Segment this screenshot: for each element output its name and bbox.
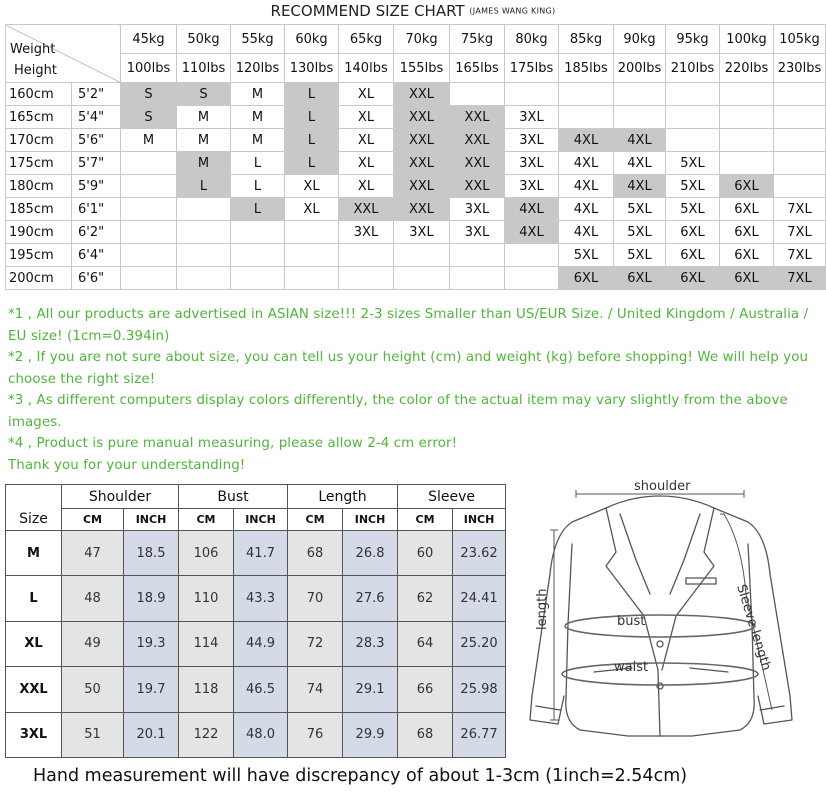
size-cell: 6XL — [720, 175, 774, 198]
size-cell: 6XL — [614, 267, 666, 290]
size-cell: XXL — [394, 152, 450, 175]
bust-inch-value: 48.0 — [234, 712, 288, 757]
size-cell — [720, 152, 774, 175]
size-cell: 5XL — [666, 152, 720, 175]
note-line: *2 , If you are not sure about size, you can tell us your height (cm) and weight (kg) before shopping! We will help you choose the right size! — [8, 350, 809, 387]
jacket-illustration — [510, 474, 820, 756]
size-cell: 3XL — [450, 198, 505, 221]
size-cell: M — [231, 106, 285, 129]
weight-kg-header: 80kg — [505, 25, 559, 54]
size-cell — [666, 83, 720, 106]
size-cell: M — [177, 152, 231, 175]
weight-kg-header: 45kg — [121, 25, 177, 54]
size-cell — [285, 221, 339, 244]
size-cell: XL — [339, 83, 394, 106]
size-cell: L — [177, 175, 231, 198]
size-cell: L — [285, 83, 339, 106]
size-cell — [394, 244, 450, 267]
length-inch-value: 27.6 — [343, 576, 398, 621]
shoulder-cm-value: 48 — [62, 576, 124, 621]
shoulder-header: Shoulder — [62, 485, 179, 509]
size-cell: M — [121, 129, 177, 152]
chart-title — [0, 0, 826, 22]
size-cell: 5XL — [614, 244, 666, 267]
size-cell: 4XL — [614, 129, 666, 152]
size-cell — [121, 175, 177, 198]
weight-lbs-header: 130lbs — [285, 54, 339, 83]
size-cell: S — [121, 106, 177, 129]
size-cell: 3XL — [394, 221, 450, 244]
size-cell: 6XL — [720, 244, 774, 267]
height-row — [6, 175, 826, 198]
size-cell — [774, 129, 826, 152]
weight-lbs-header: 165lbs — [450, 54, 505, 83]
shoulder-cm-value: 49 — [62, 621, 124, 666]
size-cell: 3XL — [339, 221, 394, 244]
height-row — [6, 244, 826, 267]
weight-kg-header: 95kg — [666, 25, 720, 54]
size-cell — [285, 244, 339, 267]
size-cell: 6XL — [720, 267, 774, 290]
size-cell — [121, 221, 177, 244]
size-label: L — [6, 576, 62, 621]
weight-lbs-header-row — [6, 54, 826, 83]
waist-diagram-label: waist — [614, 660, 649, 675]
height-cm-label: 170cm — [6, 129, 72, 152]
height-row — [6, 198, 826, 221]
height-ft-label: 5'6" — [72, 129, 121, 152]
size-cell: 5XL — [559, 244, 614, 267]
size-cell — [614, 83, 666, 106]
weight-kg-header: 50kg — [177, 25, 231, 54]
size-cell: XXL — [394, 175, 450, 198]
size-cell: 3XL — [505, 106, 559, 129]
size-cell: XXL — [339, 198, 394, 221]
height-cm-label: 175cm — [6, 152, 72, 175]
shoulder-cm-value: 47 — [62, 531, 124, 576]
weight-corner-label: Weight — [10, 42, 56, 57]
shoulder-cm-header: CM — [62, 509, 124, 531]
size-cell: 7XL — [774, 198, 826, 221]
size-label: XXL — [6, 667, 62, 712]
size-cell: XXL — [450, 175, 505, 198]
size-cell — [559, 83, 614, 106]
size-cell: L — [285, 106, 339, 129]
chart-title-main: RECOMMEND SIZE CHART — [270, 2, 465, 20]
size-cell — [774, 152, 826, 175]
height-row — [6, 83, 826, 106]
bust-cm-value: 122 — [179, 712, 234, 757]
size-cell — [450, 267, 505, 290]
size-cell: 6XL — [720, 221, 774, 244]
size-cell: 4XL — [614, 175, 666, 198]
sleeve-inch-value: 25.98 — [453, 667, 506, 712]
size-cell — [559, 106, 614, 129]
size-cell: L — [231, 198, 285, 221]
bust-inch-value: 44.9 — [234, 621, 288, 666]
size-cell: XL — [285, 175, 339, 198]
weight-kg-header: 55kg — [231, 25, 285, 54]
height-cm-label: 165cm — [6, 106, 72, 129]
size-cell — [505, 267, 559, 290]
measurement-discrepancy-note: Hand measurement will have discrepancy of about 1-3cm (1inch=2.54cm) — [33, 766, 688, 786]
measurement-row — [6, 712, 506, 757]
sleeve-cm-value: 62 — [398, 576, 453, 621]
weight-lbs-header: 200lbs — [614, 54, 666, 83]
weight-lbs-header: 140lbs — [339, 54, 394, 83]
size-label: XL — [6, 621, 62, 666]
shoulder-inch-value: 20.1 — [124, 712, 179, 757]
size-cell: M — [177, 129, 231, 152]
sleeve-inch-value: 25.20 — [453, 621, 506, 666]
shoulder-inch-value: 18.9 — [124, 576, 179, 621]
size-cell: 7XL — [774, 221, 826, 244]
size-cell — [720, 106, 774, 129]
size-cell: 4XL — [559, 221, 614, 244]
size-column-header: Size — [6, 485, 62, 531]
height-ft-label: 6'1" — [72, 198, 121, 221]
size-cell: XL — [339, 129, 394, 152]
shoulder-inch-value: 19.3 — [124, 621, 179, 666]
weight-lbs-header: 175lbs — [505, 54, 559, 83]
shoulder-cm-value: 50 — [62, 667, 124, 712]
height-ft-label: 5'9" — [72, 175, 121, 198]
size-cell — [394, 267, 450, 290]
size-cell — [666, 106, 720, 129]
size-cell — [231, 267, 285, 290]
size-cell — [121, 244, 177, 267]
sleeve-inch-value: 23.62 — [453, 531, 506, 576]
weight-lbs-header: 155lbs — [394, 54, 450, 83]
size-cell: L — [231, 152, 285, 175]
size-cell: XXL — [394, 129, 450, 152]
shoulder-inch-value: 19.7 — [124, 667, 179, 712]
size-cell — [177, 221, 231, 244]
size-cell: L — [231, 175, 285, 198]
size-cell: 5XL — [614, 221, 666, 244]
length-cm-value: 72 — [288, 621, 343, 666]
height-ft-label: 5'7" — [72, 152, 121, 175]
height-row — [6, 152, 826, 175]
size-cell: XXL — [394, 198, 450, 221]
weight-kg-header: 60kg — [285, 25, 339, 54]
shoulder-cm-value: 51 — [62, 712, 124, 757]
size-cell — [231, 221, 285, 244]
size-cell — [121, 198, 177, 221]
size-cell: XXL — [450, 106, 505, 129]
size-cell — [177, 267, 231, 290]
height-cm-label: 195cm — [6, 244, 72, 267]
bust-cm-header: CM — [179, 509, 234, 531]
size-cell: XL — [339, 152, 394, 175]
weight-kg-header: 85kg — [559, 25, 614, 54]
size-cell: 5XL — [666, 198, 720, 221]
measurement-row — [6, 667, 506, 712]
shoulder-diagram-label: shoulder — [634, 479, 691, 494]
size-cell — [231, 244, 285, 267]
size-notes — [8, 304, 820, 476]
size-cell — [450, 83, 505, 106]
size-cell: 4XL — [614, 152, 666, 175]
size-cell: M — [177, 106, 231, 129]
size-cell: XXL — [450, 152, 505, 175]
height-cm-label: 180cm — [6, 175, 72, 198]
height-row — [6, 129, 826, 152]
size-cell: 3XL — [450, 221, 505, 244]
sleeve-inch-header: INCH — [453, 509, 506, 531]
size-cell: 3XL — [505, 129, 559, 152]
size-cell — [720, 129, 774, 152]
weight-kg-header: 100kg — [720, 25, 774, 54]
bust-cm-value: 114 — [179, 621, 234, 666]
length-cm-value: 76 — [288, 712, 343, 757]
length-cm-value: 74 — [288, 667, 343, 712]
measurement-row — [6, 531, 506, 576]
bust-inch-value: 41.7 — [234, 531, 288, 576]
note-line: *3 , As different computers display colors differently, the color of the actual item may vary slightly from the above images. — [8, 393, 788, 430]
note-line: *4 , Product is pure manual measuring, please allow 2-4 cm error! — [8, 436, 458, 451]
length-cm-value: 70 — [288, 576, 343, 621]
height-cm-label: 160cm — [6, 83, 72, 106]
weight-lbs-header: 100lbs — [121, 54, 177, 83]
size-cell — [285, 267, 339, 290]
size-cell: 3XL — [505, 175, 559, 198]
length-cm-value: 68 — [288, 531, 343, 576]
weight-lbs-header: 220lbs — [720, 54, 774, 83]
height-ft-label: 6'4" — [72, 244, 121, 267]
size-cell: L — [285, 129, 339, 152]
size-cell — [505, 83, 559, 106]
size-cell: 6XL — [720, 198, 774, 221]
weight-lbs-header: 210lbs — [666, 54, 720, 83]
height-corner-label: Height — [14, 63, 57, 78]
length-inch-value: 29.1 — [343, 667, 398, 712]
note-line: Thank you for your understanding! — [8, 457, 246, 473]
chart-title-brand: (JAMES WANG KING) — [469, 6, 556, 16]
sleeve-cm-value: 64 — [398, 621, 453, 666]
size-cell: XL — [339, 106, 394, 129]
height-ft-label: 6'2" — [72, 221, 121, 244]
recommend-size-table — [5, 24, 826, 290]
length-diagram-label: length — [535, 588, 550, 630]
sleeve-inch-value: 24.41 — [453, 576, 506, 621]
size-cell — [614, 106, 666, 129]
sleeve-cm-value: 60 — [398, 531, 453, 576]
size-cell — [774, 83, 826, 106]
size-cell — [339, 244, 394, 267]
size-cell: 7XL — [774, 267, 826, 290]
size-cell — [666, 129, 720, 152]
length-cm-header: CM — [288, 509, 343, 531]
length-inch-value: 26.8 — [343, 531, 398, 576]
weight-lbs-header: 110lbs — [177, 54, 231, 83]
length-inch-header: INCH — [343, 509, 398, 531]
sleeve-inch-value: 26.77 — [453, 712, 506, 757]
size-cell: S — [121, 83, 177, 106]
size-cell: XXL — [394, 83, 450, 106]
bust-cm-value: 106 — [179, 531, 234, 576]
weight-lbs-header: 230lbs — [774, 54, 826, 83]
shoulder-inch-header: INCH — [124, 509, 179, 531]
size-cell — [121, 267, 177, 290]
size-cell: 4XL — [505, 198, 559, 221]
length-header: Length — [288, 485, 398, 509]
size-cell — [720, 83, 774, 106]
height-ft-label: 6'6" — [72, 267, 121, 290]
height-row — [6, 267, 826, 290]
measurement-row — [6, 576, 506, 621]
height-cm-label: 200cm — [6, 267, 72, 290]
jacket-measurement-diagram — [510, 474, 820, 756]
weight-kg-header: 75kg — [450, 25, 505, 54]
shoulder-inch-value: 18.5 — [124, 531, 179, 576]
size-cell: 3XL — [505, 152, 559, 175]
weight-kg-header: 105kg — [774, 25, 826, 54]
size-cell: 7XL — [774, 244, 826, 267]
bust-inch-value: 43.3 — [234, 576, 288, 621]
weight-height-corner — [6, 25, 121, 83]
size-cell: 4XL — [559, 175, 614, 198]
size-cell: 5XL — [614, 198, 666, 221]
size-cell: 6XL — [666, 267, 720, 290]
bust-inch-header: INCH — [234, 509, 288, 531]
weight-lbs-header: 185lbs — [559, 54, 614, 83]
height-cm-label: 185cm — [6, 198, 72, 221]
weight-kg-header: 65kg — [339, 25, 394, 54]
size-cell: XL — [339, 175, 394, 198]
bust-header: Bust — [179, 485, 288, 509]
bust-diagram-label: bust — [617, 614, 646, 629]
size-cell — [339, 267, 394, 290]
length-inch-value: 28.3 — [343, 621, 398, 666]
size-cell: 6XL — [559, 267, 614, 290]
bust-cm-value: 118 — [179, 667, 234, 712]
weight-kg-header-row — [6, 25, 826, 54]
sleeve-cm-header: CM — [398, 509, 453, 531]
size-cell — [774, 106, 826, 129]
sleeve-cm-value: 66 — [398, 667, 453, 712]
size-cell — [505, 244, 559, 267]
size-cell: 6XL — [666, 244, 720, 267]
size-cell — [177, 198, 231, 221]
size-cell: XL — [285, 198, 339, 221]
bust-cm-value: 110 — [179, 576, 234, 621]
weight-lbs-header: 120lbs — [231, 54, 285, 83]
size-cell: 4XL — [505, 221, 559, 244]
sleeve-diagram-label: Sleeve length — [733, 582, 774, 673]
size-cell: 4XL — [559, 129, 614, 152]
size-cell: M — [231, 83, 285, 106]
weight-kg-header: 90kg — [614, 25, 666, 54]
size-label: M — [6, 531, 62, 576]
bust-inch-value: 46.5 — [234, 667, 288, 712]
size-cell: 6XL — [666, 221, 720, 244]
height-row — [6, 106, 826, 129]
note-line: *1 , All our products are advertised in ASIAN size!!! 2-3 sizes Smaller than US/EUR Size. / United Kingdom / Australia / EU size! (1cm=0.394in) — [8, 307, 809, 344]
size-cell: XXL — [450, 129, 505, 152]
size-label: 3XL — [6, 712, 62, 757]
size-cell — [121, 152, 177, 175]
sleeve-cm-value: 68 — [398, 712, 453, 757]
size-cell — [450, 244, 505, 267]
weight-kg-header: 70kg — [394, 25, 450, 54]
size-cell: L — [285, 152, 339, 175]
size-cell — [774, 175, 826, 198]
size-cell: 5XL — [666, 175, 720, 198]
size-cell: M — [231, 129, 285, 152]
height-row — [6, 221, 826, 244]
size-cell: 4XL — [559, 152, 614, 175]
size-cell — [177, 244, 231, 267]
height-ft-label: 5'4" — [72, 106, 121, 129]
measurement-table — [5, 484, 506, 758]
sleeve-header: Sleeve — [398, 485, 506, 509]
size-cell: XXL — [394, 106, 450, 129]
size-cell: S — [177, 83, 231, 106]
height-ft-label: 5'2" — [72, 83, 121, 106]
size-cell: 4XL — [559, 198, 614, 221]
height-cm-label: 190cm — [6, 221, 72, 244]
length-inch-value: 29.9 — [343, 712, 398, 757]
measurement-row — [6, 621, 506, 666]
